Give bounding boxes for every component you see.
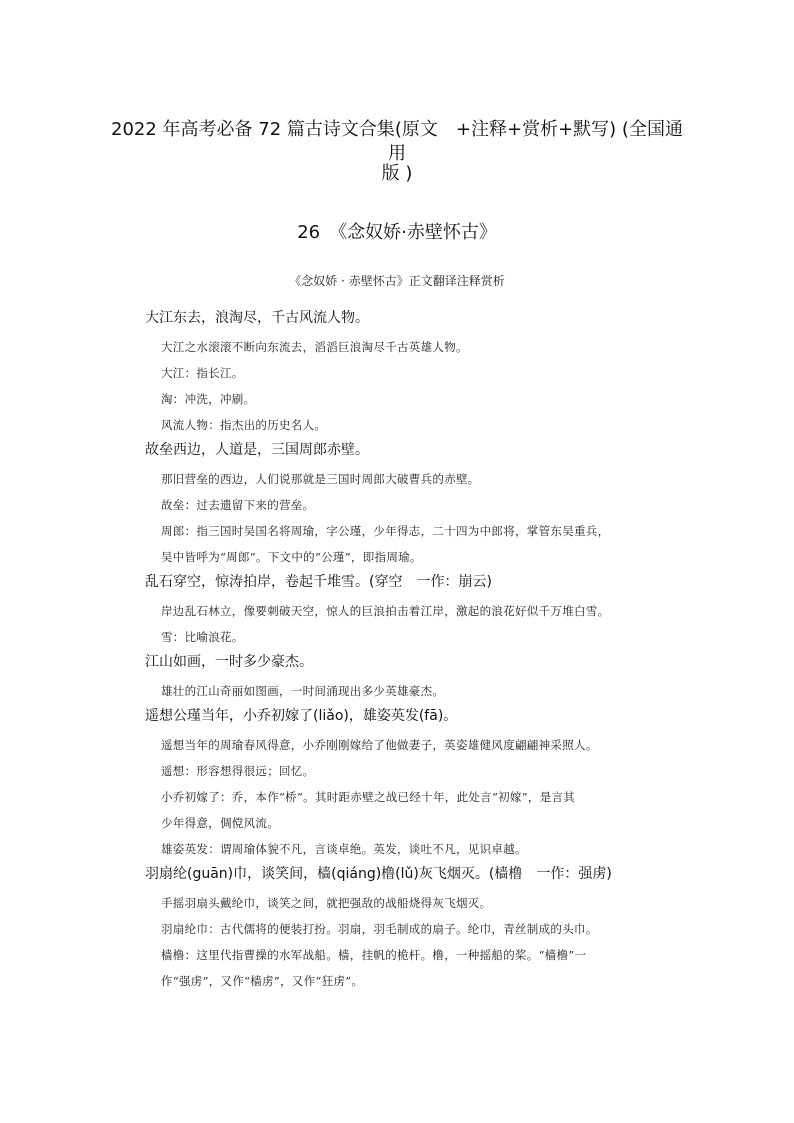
note-line: 雄姿英发：谓周瑜体貌不凡，言谈卓绝。英发，谈吐不凡，见识卓越。 <box>161 842 527 856</box>
poem-verse-line: 遥想公瑾当年，小乔初嫁了(liǎo)，雄姿英发(fā)。 <box>145 708 458 724</box>
note-line-continued: 作“强虏”，又作“樯虏”，又作“狂虏”。 <box>161 974 364 988</box>
section-subtitle: 《念奴娇 · 赤壁怀古》正文翻译注释赏析 <box>289 274 505 288</box>
note-line: 周郎：指三国时吴国名将周瑜，字公瑾，少年得志，二十四为中郎将，掌管东吴重兵， <box>161 524 610 538</box>
poem-verse-line: 乱石穿空，惊涛拍岸，卷起千堆雪。(穿空 一作：崩云) <box>145 574 492 590</box>
note-line: 遥想当年的周瑜春风得意，小乔刚刚嫁给了他做妻子，英姿雄健风度翩翩神采照人。 <box>161 738 598 752</box>
poem-verse-line: 故垒西边，人道是，三国周郎赤壁。 <box>145 442 369 458</box>
poem-annotation-body <box>145 306 685 994</box>
note-line-continued: 少年得意，倜傥风流。 <box>161 816 279 830</box>
note-line: 小乔初嫁了：乔，本作“桥”。其时距赤壁之战已经十年，此处言“初嫁”，是言其 <box>161 790 576 804</box>
note-line: 那旧营垒的西边，人们说那就是三国时周郎大破曹兵的赤壁。 <box>161 472 480 486</box>
note-line: 雪：比喻浪花。 <box>161 630 244 644</box>
note-line: 大江：指长江。 <box>161 366 244 380</box>
document-title-line-1: 2022 年高考必备 72 篇古诗文合集(原文 +注释+赏析+默写) (全国通用 <box>111 119 683 164</box>
note-line-continued: 吴中皆呼为“周郎”。下文中的“公瑾”，即指周瑜。 <box>161 550 422 564</box>
section-title: 26 《念奴娇·赤壁怀古》 <box>297 222 497 243</box>
note-line: 手摇羽扇头戴纶巾，谈笑之间，就把强敌的战船烧得灰飞烟灭。 <box>161 896 492 910</box>
note-line: 樯橹：这里代指曹操的水军战船。樯，挂帆的桅杆。橹，一种摇船的桨。“樯橹”一 <box>161 948 587 962</box>
note-line: 大江之水滚滚不断向东流去，滔滔巨浪淘尽千古英雄人物。 <box>161 340 468 354</box>
poem-verse-line: 江山如画，一时多少豪杰。 <box>145 654 313 670</box>
poem-verse-line: 羽扇纶(guān)巾，谈笑间，樯(qiáng)橹(lǔ)灰飞烟灭。(樯橹 一作：强虏) <box>145 866 612 882</box>
note-line: 遥想：形容想得很远；回忆。 <box>161 764 315 778</box>
note-line: 羽扇纶巾：古代儒将的便装打扮。羽扇，羽毛制成的扇子。纶巾，青丝制成的头巾。 <box>161 922 598 936</box>
note-line: 淘：冲洗，冲刷。 <box>161 392 256 406</box>
note-line: 风流人物：指杰出的历史名人。 <box>161 418 327 432</box>
poem-verse-line: 大江东去，浪淘尽，千古风流人物。 <box>145 310 369 326</box>
note-line: 岸边乱石林立，像要刺破天空，惊人的巨浪拍击着江岸，激起的浪花好似千万堆白雪。 <box>161 604 610 618</box>
note-line: 故垒：过去遗留下来的营垒。 <box>161 498 315 512</box>
note-line: 雄壮的江山奇丽如图画，一时间涌现出多少英雄豪杰。 <box>161 684 445 698</box>
document-title-line-2: 版 ) <box>381 163 413 184</box>
